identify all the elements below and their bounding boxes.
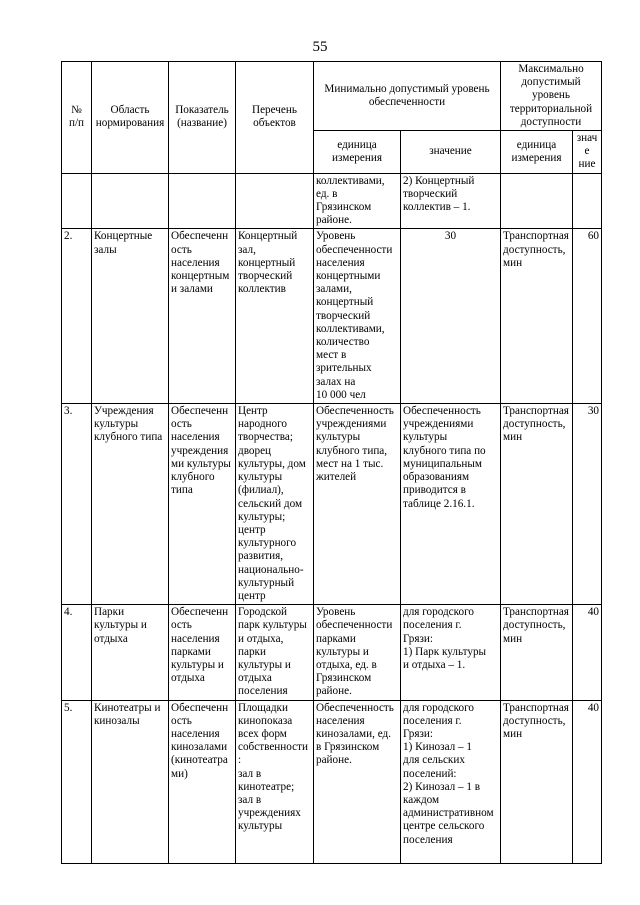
cell-indicator: Обеспеченн ость населения учреждения ми культуры клубного типа [169, 404, 236, 605]
cell-max-unit: Транспортная доступность, мин [501, 404, 573, 605]
cell-max-unit [501, 173, 573, 229]
cell-max-unit: Транспортная доступность, мин [501, 605, 573, 700]
cell-indicator: Обеспеченн ость населения парками культуры и отдыха [169, 605, 236, 700]
header-min-unit: единица измерения [314, 131, 401, 174]
header-max-level: Максимально допустимый уровень территориальной доступности [501, 62, 602, 131]
header-min-value: значение [401, 131, 501, 174]
cell-area [92, 173, 169, 229]
cell-area: Кинотеатры и кинозалы [92, 700, 169, 863]
cell-min-unit: Уровень обеспеченности населения концертными залами, концертный творческий коллективами, количество мест в зрительных залах на 10 000 чел [314, 229, 401, 404]
table-row [62, 229, 602, 404]
cell-num: 2. [62, 229, 92, 404]
cell-objects: Концертный зал, концертный творческий коллектив [236, 229, 314, 404]
cell-num: 4. [62, 605, 92, 700]
norms-table [61, 61, 602, 864]
cell-max-value: 40 [573, 605, 602, 700]
table-row [62, 700, 602, 863]
cell-min-value: 30 [401, 229, 501, 404]
table-row [62, 173, 602, 229]
cell-max-value: 60 [573, 229, 602, 404]
table-row [62, 605, 602, 700]
cell-num: 3. [62, 404, 92, 605]
table-row [62, 404, 602, 605]
header-area: Область нормирования [92, 62, 169, 174]
cell-indicator: Обеспеченн ость населения концертным и залами [169, 229, 236, 404]
cell-max-unit: Транспортная доступность, мин [501, 229, 573, 404]
cell-indicator [169, 173, 236, 229]
cell-objects: Центр народного творчества; дворец культуры, дом культуры (филиал), сельский дом культуры; центр культурного развития, национально- культурный центр [236, 404, 314, 605]
cell-num: 5. [62, 700, 92, 863]
cell-area: Концертные залы [92, 229, 169, 404]
cell-min-unit: Уровень обеспеченности парками культуры и отдыха, ед. в Грязинском районе. [314, 605, 401, 700]
header-max-value: значе ние [573, 131, 602, 174]
cell-min-unit: Обеспеченность учреждениями культуры клубного типа, мест на 1 тыс. жителей [314, 404, 401, 605]
cell-min-value: 2) Концертный творческий коллектив – 1. [401, 173, 501, 229]
cell-min-value: для городского поселения г. Грязи: 1) Кинозал – 1 для сельских поселений: 2) Кинозал – 1 в каждом административном центре сельского поселения [401, 700, 501, 863]
cell-min-unit: коллективами, ед. в Грязинском районе. [314, 173, 401, 229]
cell-max-value: 30 [573, 404, 602, 605]
cell-area: Учреждения культуры клубного типа [92, 404, 169, 605]
header-row [62, 62, 602, 131]
header-indicator: Показатель (название) [169, 62, 236, 174]
header-num: № п/п [62, 62, 92, 174]
cell-indicator: Обеспеченн ость населения кинозалами (кинотеатра ми) [169, 700, 236, 863]
cell-max-value [573, 173, 602, 229]
cell-max-unit: Транспортная доступность, мин [501, 700, 573, 863]
header-max-unit: единица измерения [501, 131, 573, 174]
cell-area: Парки культуры и отдыха [92, 605, 169, 700]
cell-objects [236, 173, 314, 229]
page-number: 55 [312, 39, 328, 55]
cell-min-unit: Обеспеченность населения кинозалами, ед. в Грязинском районе. [314, 700, 401, 863]
cell-objects: Площадки кинопоказа всех форм собственности: зал в кинотеатре; зал в учреждениях культуры [236, 700, 314, 863]
cell-max-value: 40 [573, 700, 602, 863]
cell-min-value: Обеспеченность учреждениями культуры клубного типа по муниципальным образованиям приводится в таблице 2.16.1. [401, 404, 501, 605]
header-min-level: Минимально допустимый уровень обеспеченности [314, 62, 501, 131]
cell-num [62, 173, 92, 229]
cell-objects: Городской парк культуры и отдыха, парки культуры и отдыха поселения [236, 605, 314, 700]
cell-min-value: для городского поселения г. Грязи: 1) Парк культуры и отдыха – 1. [401, 605, 501, 700]
header-objects: Перечень объектов [236, 62, 314, 174]
